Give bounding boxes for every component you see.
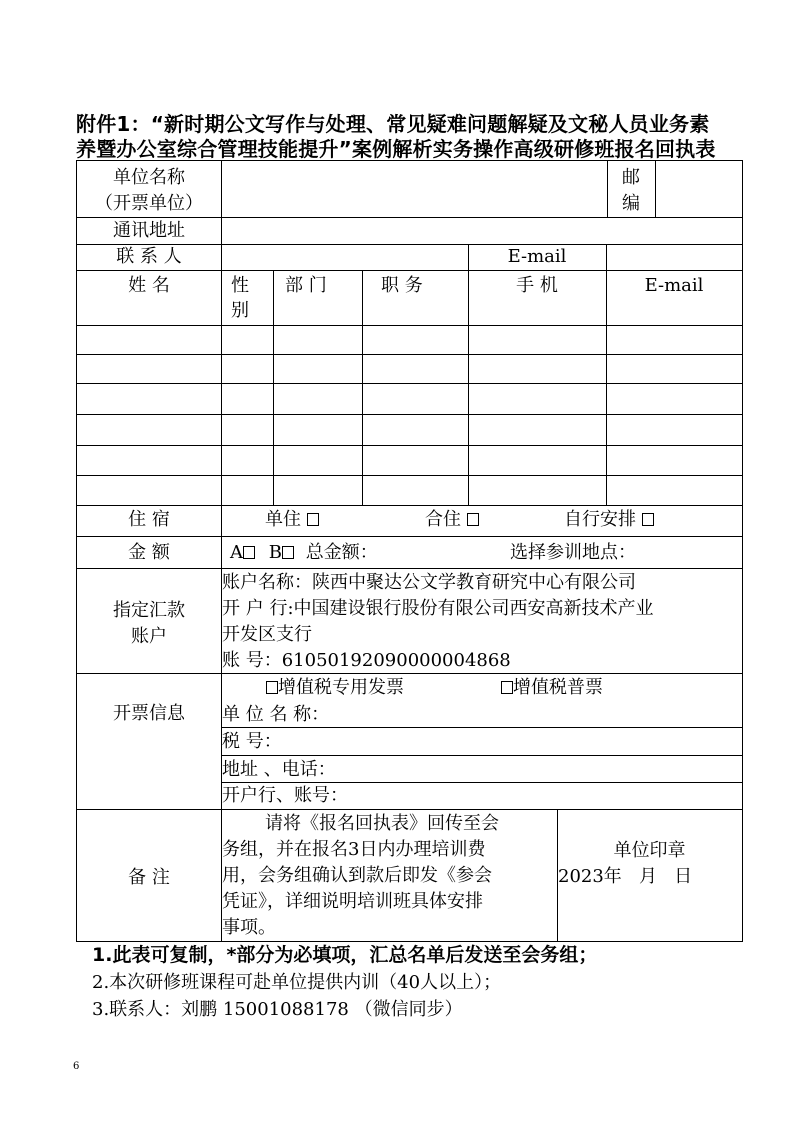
total-amount-label: 总金额： <box>305 542 378 563</box>
account-bank-cont: 开发区支行 <box>222 624 312 645</box>
col-divider <box>362 270 363 506</box>
option-b-label: B <box>268 542 282 563</box>
title-line-1: 附件1：“新时期公文写作与处理、常见疑难问题解疑及文秘人员业务素 <box>76 112 710 136</box>
col-dept-header: 部 门 <box>285 275 327 296</box>
invoice-unit-label: （开票单位） <box>95 193 203 214</box>
page-number: 6 <box>73 1061 80 1072</box>
accommodation-self[interactable] <box>564 508 654 532</box>
account-label-2: 账户 <box>131 626 167 647</box>
address-label: 通讯地址 <box>113 220 185 241</box>
invoice-normal[interactable] <box>501 676 603 700</box>
postcode-label-1: 邮 <box>622 167 640 188</box>
col-gender-header-2: 别 <box>231 300 249 321</box>
row-divider <box>77 354 742 355</box>
col-divider <box>221 161 222 941</box>
invoice-address-field[interactable]: 地址 、电话： <box>222 759 336 780</box>
invoice-unit-field[interactable]: 单 位 名 称： <box>222 704 330 725</box>
row-divider <box>77 383 742 384</box>
checkbox-icon[interactable] <box>243 546 255 559</box>
col-gender-header-1: 性 <box>231 275 249 296</box>
account-label-1: 指定汇款 <box>113 600 185 621</box>
remarks-line-2: 务组，并在报名3日内办理培训费 <box>222 839 486 860</box>
accommodation-self-label: 自行安排 <box>564 509 636 530</box>
row-divider <box>77 325 742 326</box>
account-bank: 开 户 行:中国建设银行股份有限公司西安高新技术产业 <box>222 598 654 619</box>
postcode-label-2: 编 <box>622 193 640 214</box>
title-line-2: 养暨办公室综合管理技能提升”案例解析实务操作高级研修班报名回执表 <box>76 137 716 161</box>
contact-label: 联 系 人 <box>116 246 182 267</box>
accommodation-single-label: 单住 <box>265 509 301 530</box>
accommodation-shared[interactable] <box>425 508 479 532</box>
note-1: 1.此表可复制，*部分为必填项，汇总名单后发送至会务组； <box>92 944 598 966</box>
checkbox-icon[interactable] <box>282 546 294 559</box>
row-divider <box>77 217 742 218</box>
col-email-header: E-mail <box>644 275 704 296</box>
amount-options <box>230 541 378 565</box>
col-divider <box>606 270 607 506</box>
remarks-line-5: 事项。 <box>222 917 276 938</box>
col-divider <box>655 161 656 217</box>
col-phone-header: 手 机 <box>516 275 558 296</box>
remarks-label: 备 注 <box>128 867 170 888</box>
checkbox-icon[interactable] <box>266 681 278 694</box>
registration-form <box>76 160 743 942</box>
row-divider <box>77 536 742 537</box>
invoice-special-label: 增值税专用发票 <box>278 677 404 698</box>
col-divider <box>468 270 469 506</box>
remarks-line-3: 用，会务组确认到款后即发《参会 <box>222 865 492 886</box>
accommodation-shared-label: 合住 <box>425 509 461 530</box>
col-divider <box>273 270 274 506</box>
remarks-line-1: 请将《报名回执表》回传至会 <box>265 813 499 834</box>
unit-seal-label: 单位印章 <box>613 840 686 861</box>
seal-date: 2023年 月 日 <box>558 866 693 887</box>
accommodation-label: 住 宿 <box>128 509 170 530</box>
checkbox-icon[interactable] <box>501 681 513 694</box>
option-a-label: A <box>230 542 243 563</box>
checkbox-icon[interactable] <box>642 513 654 526</box>
remarks-line-4: 凭证》，详细说明培训班具体安排 <box>222 891 483 912</box>
notes <box>92 942 597 1023</box>
col-name-header: 姓 名 <box>128 275 170 296</box>
row-divider <box>77 414 742 415</box>
amount-label: 金 额 <box>128 542 170 563</box>
account-number: 账 号：61050192090000004868 <box>222 650 511 671</box>
row-divider <box>77 475 742 476</box>
invoice-tax-field[interactable]: 税 号： <box>222 731 282 752</box>
col-position-header: 职 务 <box>381 275 423 296</box>
row-divider <box>77 505 742 506</box>
unit-name-label: 单位名称 <box>113 167 185 188</box>
checkbox-icon[interactable] <box>307 513 319 526</box>
row-divider <box>77 809 742 810</box>
training-location-label: 选择参训地点： <box>510 542 636 563</box>
row-divider <box>77 445 742 446</box>
form-title <box>76 112 756 162</box>
invoice-special[interactable] <box>266 676 404 700</box>
invoice-normal-label: 增值税普票 <box>513 677 603 698</box>
row-divider <box>221 755 742 756</box>
invoice-label: 开票信息 <box>113 703 185 724</box>
email-label: E-mail <box>507 246 567 267</box>
row-divider <box>77 270 742 271</box>
row-divider <box>221 727 742 728</box>
note-3: 3.联系人：刘鹏 15001088178 （微信同步） <box>92 999 463 1020</box>
invoice-bank-field[interactable]: 开户行、账号： <box>222 785 348 806</box>
row-divider <box>221 782 742 783</box>
row-divider <box>77 673 742 674</box>
note-2: 2.本次研修班课程可赴单位提供内训（40人以上）； <box>92 972 502 993</box>
col-divider <box>606 244 607 270</box>
checkbox-icon[interactable] <box>467 513 479 526</box>
account-name: 账户名称：陕西中聚达公文学教育研究中心有限公司 <box>222 572 636 593</box>
accommodation-single[interactable] <box>265 508 319 532</box>
row-divider <box>77 568 742 569</box>
